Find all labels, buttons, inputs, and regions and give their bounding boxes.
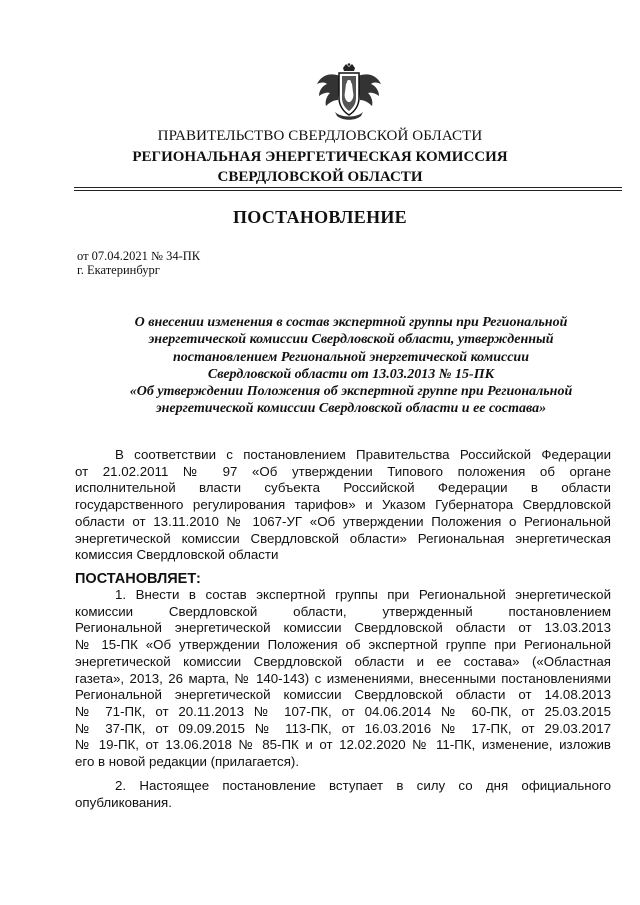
text-line: № 71-ПК, от 20.11.2013 № 107-ПК, от 04.06.2014 № 60-ПК, от 25.03.2015	[75, 703, 611, 719]
text-line: энергетической комиссии Свердловской области» Региональная энергетическая	[75, 530, 611, 546]
text-line: его в новой редакции (прилагается).	[75, 754, 300, 770]
document-subject	[78, 314, 624, 418]
document-type: ПОСТАНОВЛЕНИЕ	[233, 207, 407, 227]
text-line: опубликования.	[75, 794, 172, 810]
text-line: № 15-ПК «Об утверждении Положения об экспертной группе при Региональной	[75, 637, 611, 653]
commission-name-line1: РЕГИОНАЛЬНАЯ ЭНЕРГЕТИЧЕСКАЯ КОМИССИЯ	[132, 149, 508, 165]
text-line: энергетической комиссии Свердловской области и ее состава» («Областная	[75, 653, 611, 669]
text-line: № 19-ПК, от 13.06.2018 № 85-ПК и от 12.02.2020 № 11-ПК, изменение, изложив	[75, 737, 611, 753]
subject-line: Свердловской области от 13.03.2013 № 15-ПК	[207, 366, 495, 382]
document-city: г. Екатеринбург	[77, 263, 160, 277]
subject-line: энергетической комиссии Свердловской области и ее состава»	[155, 401, 547, 417]
government-name: ПРАВИТЕЛЬСТВО СВЕРДЛОВСКОЙ ОБЛАСТИ	[157, 128, 483, 144]
decree-word: ПОСТАНОВЛЯЕТ:	[75, 571, 201, 587]
text-line: газета», 2013, 26 марта, № 140-143) с изменениями, внесенными постановлениями	[75, 670, 611, 686]
text-line: исполнительной власти субъекта Российской Федерации в области	[75, 480, 611, 496]
text-line: В соответствии с постановлением Правительства Российской Федерации	[115, 447, 611, 462]
text-line: Региональной энергетической комиссии Свердловской области от 13.03.2013	[75, 620, 611, 636]
document-date-number: от 07.04.2021 № 34-ПК	[77, 249, 201, 263]
header-divider-second	[74, 190, 622, 191]
coat-of-arms-icon	[313, 62, 385, 122]
item-2-paragraph	[75, 778, 611, 811]
preamble-paragraph	[75, 447, 611, 564]
text-line: от 21.02.2011 № 97 «Об утверждении Типового положения об органе	[75, 463, 611, 479]
commission-name-line2: СВЕРДЛОВСКОЙ ОБЛАСТИ	[217, 169, 423, 185]
text-line: области от 13.11.2010 № 1067-УГ «Об утверждении Положения о Региональной	[75, 513, 611, 529]
text-line: 1. Внести в состав экспертной группы при Региональной энергетической	[115, 587, 611, 602]
item-1-paragraph	[75, 587, 611, 771]
text-line: комиссия Свердловской области	[75, 547, 279, 563]
subject-line: О внесении изменения в состав экспертной группы при Региональной	[134, 315, 568, 330]
text-line: государственного регулирования тарифов» и Указом Губернатора Свердловской	[75, 497, 611, 513]
text-line: 2. Настоящее постановление вступает в силу со дня официального	[115, 778, 611, 793]
subject-line: энергетической комиссии Свердловской области, утвержденный	[148, 332, 554, 348]
text-line: № 37-ПК, от 09.09.2015 № 113-ПК, от 16.03.2016 № 17-ПК, от 29.03.2017	[75, 720, 611, 736]
subject-line: «Об утверждении Положения об экспертной группе при Региональной	[129, 384, 573, 400]
header-divider	[74, 187, 622, 188]
subject-line: постановлением Региональной энергетической комиссии	[173, 349, 529, 365]
text-line: Региональной энергетической комиссии Свердловской области от 14.08.2013	[75, 687, 611, 703]
text-line: комиссии Свердловской области, утвержденный постановлением	[75, 603, 611, 619]
